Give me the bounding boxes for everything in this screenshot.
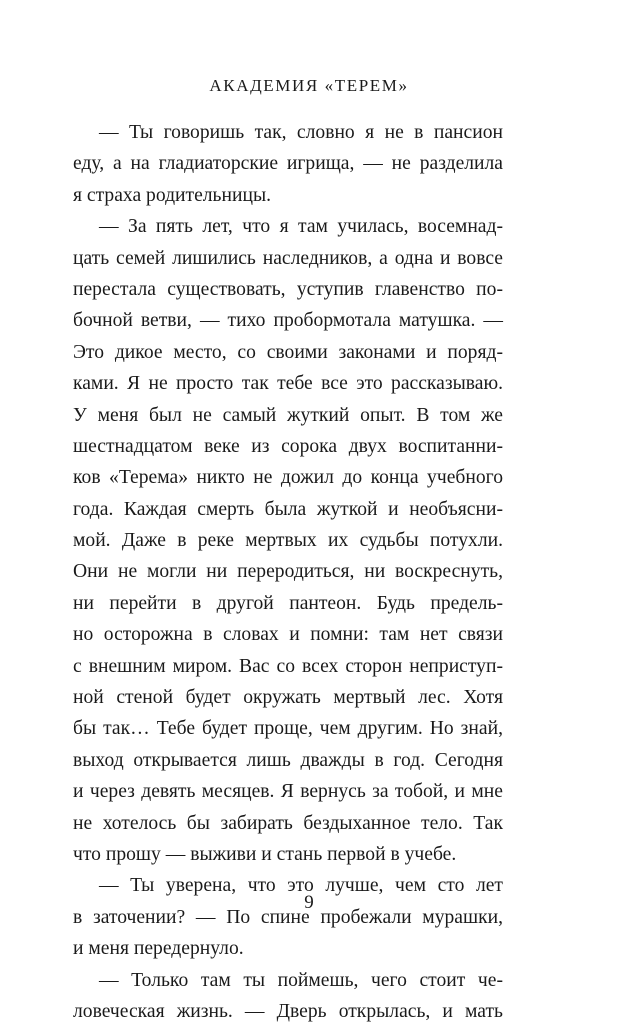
text-line: ловеческая жизнь. — Дверь открылась, и мать bbox=[73, 1000, 503, 1022]
text-line: не хотелось бы забирать бездыханное тело. Так bbox=[73, 812, 503, 834]
text-line: У меня был не самый жуткий опыт. В том же bbox=[73, 404, 503, 426]
text-line: перестала существовать, уступив главенство по- bbox=[73, 278, 503, 300]
text-line: бы так… Тебе будет проще, чем другим. Но знай, bbox=[73, 718, 503, 740]
text-line: Они не могли ни переродиться, ни воскреснуть, bbox=[73, 561, 503, 583]
text-line: — Ты говоришь так, словно я не в пансион bbox=[99, 122, 503, 143]
text-line: — Ты уверена, что это лучше, чем сто лет bbox=[99, 875, 503, 897]
text-line: выход открывается лишь дважды в год. Сегодня bbox=[73, 749, 503, 771]
text-line: шестнадцатом веке из сорока двух воспитанни- bbox=[73, 435, 503, 457]
text-line: ками. Я не просто так тебе все это рассказываю. bbox=[73, 373, 503, 395]
text-line: и меня передернуло. bbox=[73, 938, 244, 960]
text-line: ков «Терема» никто не дожил до конца учебного bbox=[73, 467, 503, 489]
text-line: бочной ветви, — тихо пробормотала матушка. — bbox=[73, 310, 503, 332]
text-line: — За пять лет, что я там училась, восемнад- bbox=[99, 216, 503, 238]
text-line: еду, а на гладиаторские игрища, — не разделила bbox=[73, 153, 503, 175]
text-line: мой. Даже в реке мертвых их судьбы потухли. bbox=[73, 530, 503, 552]
text-line: ни перейти в другой пантеон. Будь предель- bbox=[73, 592, 503, 614]
text-line: — Только там ты поймешь, чего стоит че- bbox=[99, 969, 503, 991]
text-line: я страха родительницы. bbox=[73, 184, 272, 206]
page-number: 9 bbox=[304, 892, 314, 913]
text-line: что прошу — выживи и стань первой в учебе. bbox=[73, 843, 457, 865]
text-line: цать семей лишились наследников, а одна и вовсе bbox=[73, 247, 503, 269]
text-line: года. Каждая смерть была жуткой и необъясни- bbox=[73, 498, 503, 520]
text-line: ной стеной будет окружать мертвый лес. Хотя bbox=[73, 687, 503, 709]
running-head: АКАДЕМИЯ «ТЕРЕМ» bbox=[209, 76, 409, 95]
text-line: и через девять месяцев. Я вернусь за тобой, и мне bbox=[73, 781, 503, 803]
text-line: Это дикое место, со своими законами и поряд- bbox=[73, 341, 503, 363]
text-line: в заточении? — По спине пробежали мурашки, bbox=[73, 906, 503, 928]
text-line: но осторожна в словах и помни: там нет связи bbox=[73, 624, 503, 646]
text-line: с внешним миром. Вас со всех сторон неприступ- bbox=[73, 655, 503, 677]
